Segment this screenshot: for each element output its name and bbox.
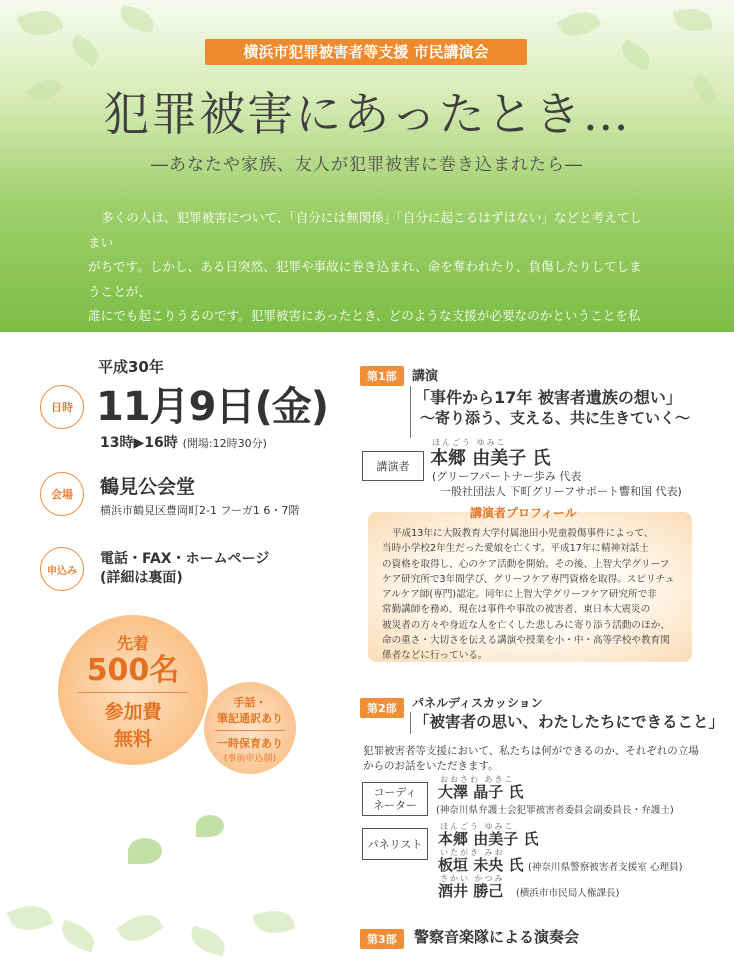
open-time: (開場:12時30分) [182,437,267,450]
page-title: 犯罪被害にあったとき… [103,87,631,141]
support-badge [204,682,296,774]
era-year: 平成30年 [98,358,164,376]
interp-line1: 手話・ [233,696,267,709]
first-come-label: 先着 [116,634,149,653]
venue-label-circle [40,472,84,516]
leaf-decoration [617,39,654,71]
leaf-decoration [7,899,53,937]
intro-line: がちです。しかし、ある日突然、犯罪や事故に巻き込まれ、命を奪われたり、負傷したりしてしまうことが、 [88,259,642,299]
part1-badge: 第1部 [360,366,404,386]
part1-type: 講演 [412,369,439,384]
apply-label: 申込み [47,565,77,577]
intro-line: 多くの人は、犯罪被害について、「自分には無関係」「自分に起こるはずはない」などと考えてしまい [88,210,643,250]
divider [215,730,285,731]
coordinator-affiliation: (神奈川県弁護士会犯罪被害者委員会副委員長・弁護士) [436,805,674,816]
speaker-ruby: ほんごう ゆみこ [432,438,507,447]
profile-title: 講演者プロフィール [470,506,577,520]
profile-line: 平成13年に大阪教育大学付属池田小児童殺傷事件によって、 [392,528,654,539]
panelist-role-box [362,828,428,860]
childcare-note: (事前申込制) [223,754,277,764]
profile-line: アルケア師(専門)認定。同年に上智大学グリーフケア研究所で非 [382,589,657,601]
divider [78,692,188,693]
leaf-decoration [188,926,228,957]
apply-label-circle [40,547,84,591]
apply-note: (詳細は裏面) [100,570,183,586]
panelist-role: パネリスト [367,838,423,851]
coordinator-role-1: コーディ [373,786,417,799]
speaker-affiliation-1: (グリーフパートナー歩み 代表 [432,470,582,483]
panelist2-affiliation: (神奈川県警察被害者支援室 心理員) [528,862,683,873]
coordinator-ruby: おおさわ あきこ [440,775,515,784]
profile-line: 当時小学校2年生だった愛娘を亡くす。平成17年に精神対話士 [382,543,649,555]
date-label: 日時 [51,401,73,414]
profile-line: 常勤講師を務め、現在は事件や事故の被害者、東日本大震災の [382,604,651,616]
leaf-decoration [57,920,98,953]
event-date: 11月9日(金) [96,384,329,430]
time-range: 13時▶16時 [100,435,178,451]
coordinator-role-2: ネーター [373,799,417,812]
part2-type: パネルディスカッション [412,696,543,710]
panelist3-affiliation: (横浜市市民局人権課長) [516,888,620,899]
leaf-decoration [673,5,713,35]
bird-illustration [196,815,224,837]
interp-line2: 筆記通訳あり [217,712,283,725]
page-subtitle: ―あなたや家族、友人が犯罪被害に巻き込まれたら― [151,155,583,175]
part1-subtitle: 〜寄り添う、支える、共に生きていく〜 [420,409,691,427]
part1-line [410,386,411,438]
event-time [100,432,267,452]
fee-label: 参加費 [104,701,162,723]
leaf-decoration [67,34,103,66]
apply-method: 電話・FAX・ホームページ [100,551,270,567]
bird-illustration [128,838,162,864]
intro-text [88,206,648,332]
leaf-decoration [118,5,155,33]
coordinator-name: 大澤 晶子 氏 [438,783,524,801]
capacity-badge [58,615,208,765]
coordinator-role-box [362,782,428,816]
part1-title: 「事件から17年 被害者遺族の想い」 [414,388,682,407]
venue-address: 横浜市鶴見区豊岡町2-1 フーガ1 6・7階 [100,504,300,517]
event-banner: 横浜市犯罪被害者等支援 市民講演会 [205,39,527,65]
profile-line: の資格を取得し、心のケア活動を開始。その後、上智大学グリーフ [382,558,670,570]
panelist3-ruby: さかい かつみ [440,874,505,883]
panelist2-name: 板垣 未央 氏 [438,856,524,874]
hero-section [0,0,734,332]
capacity-count: 500名 [86,653,180,688]
panelist1-ruby: ほんごう ゆみこ [440,822,515,831]
speaker-affiliation-2: 一般社団法人 下町グリーフサポート響和国 代表) [440,485,682,498]
date-label-circle [40,385,84,429]
part2-title: 「被害者の思い、わたしたちにできること」 [414,713,725,731]
speaker-role: 講演者 [376,460,410,473]
profile-body [382,526,682,664]
part2-desc-1: 犯罪被害者等支援において、私たちは何ができるのか、それぞれの立場 [363,745,699,757]
leaf-decoration [253,905,296,938]
panelist3-name: 酒井 勝己 [438,882,504,900]
apply-info [100,550,269,588]
childcare-label: 一時保育あり [217,737,283,750]
fee-value: 無料 [113,728,152,750]
venue-name: 鶴見公会堂 [100,476,196,498]
speaker-name: 本郷 由美子 氏 [430,448,551,469]
profile-line: 命の重さ・大切さを伝える講演や授業を小・中・高等学校や教育関 [382,635,670,647]
part2-desc-2: からのお話をいただきます。 [363,760,499,772]
part3-badge: 第3部 [360,929,404,949]
leaf-decoration [116,906,164,950]
panelist1-name: 本郷 由美子 氏 [438,830,539,848]
intro-line: 誰にでも起こりうるのです。犯罪被害にあったとき、どのような支援が必要なのかということを私 [88,308,641,323]
profile-line: 係者などに行っている。 [382,650,488,662]
profile-line: ケア研究所で3年間学び、グリーフケア専門資格を取得。スピリチュ [382,573,675,585]
speaker-role-box [362,451,424,481]
panelist2-ruby: いたがき みお [440,848,505,857]
part2-badge: 第2部 [360,698,404,718]
profile-line: 被災者の方々や身近な人を亡くした悲しみに寄り添う活動のほか、 [382,619,670,631]
part2-line [410,712,411,734]
leaf-decoration [557,4,602,44]
leaf-decoration [17,4,63,42]
part3-title: 警察音楽隊による演奏会 [414,928,580,946]
venue-label: 会場 [51,488,73,501]
